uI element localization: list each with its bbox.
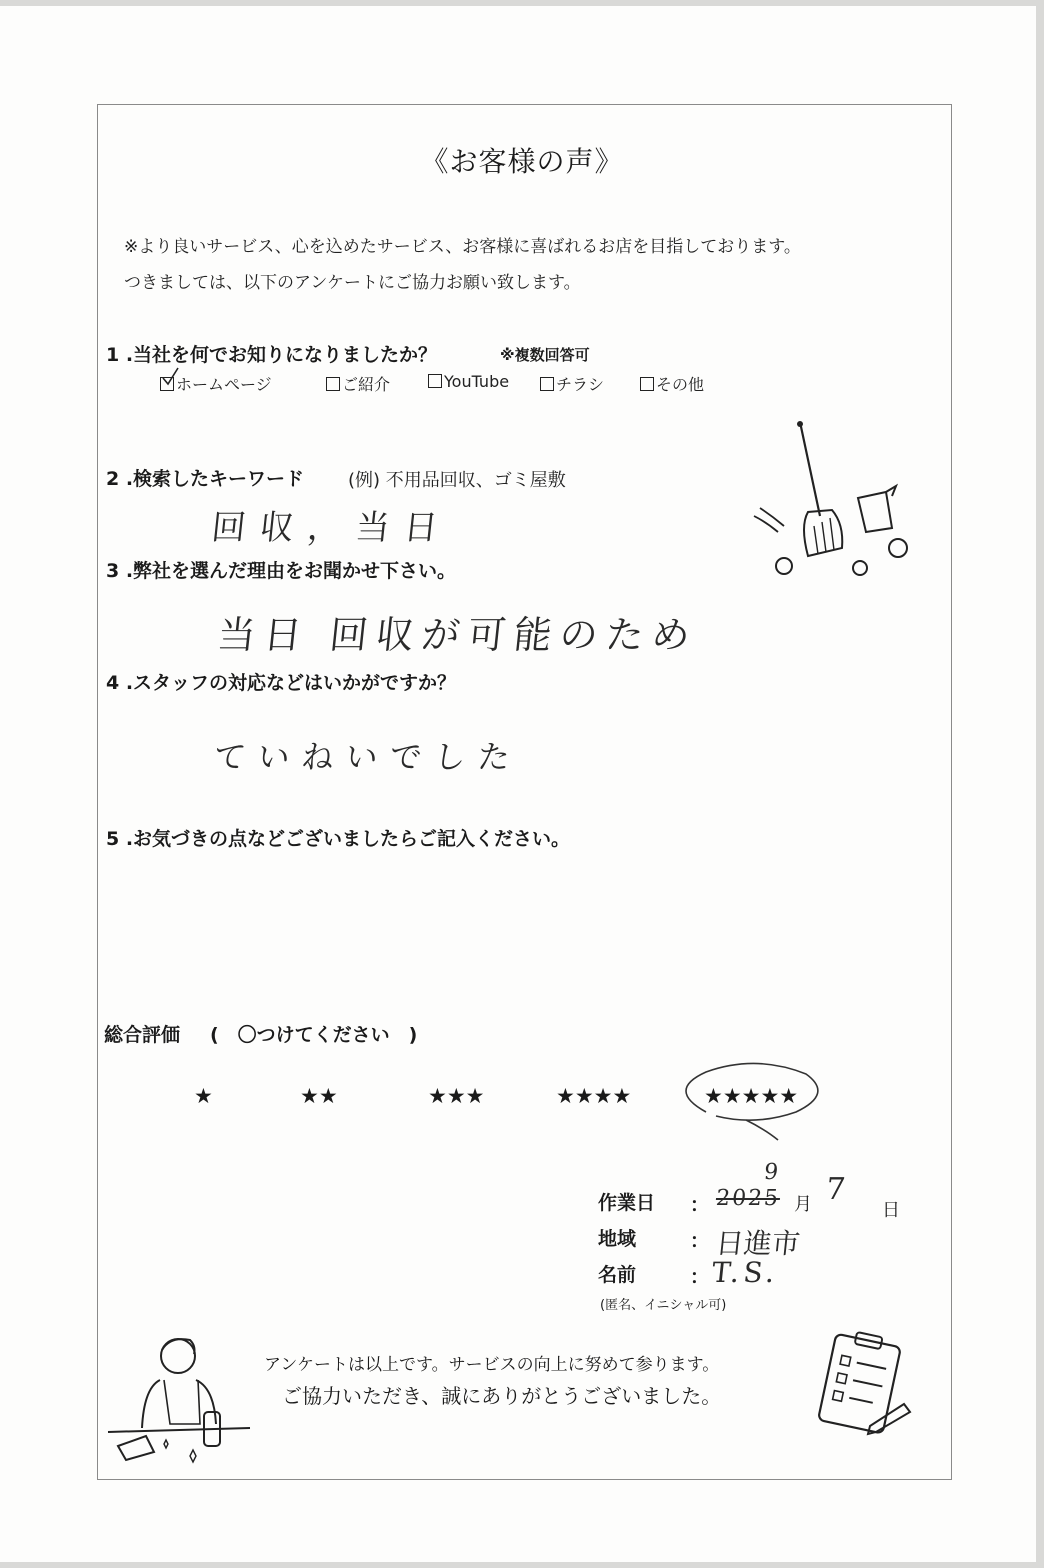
work-month-value[interactable]: 9 xyxy=(762,1160,786,1185)
month-label: 月 xyxy=(794,1194,812,1215)
rating-option-3[interactable]: ★★★ xyxy=(428,1084,485,1108)
multiple-answer-note: ※複数回答可 xyxy=(500,346,590,364)
checkbox[interactable] xyxy=(540,377,554,391)
form-title: 《お客様の声》 xyxy=(420,145,624,178)
name-value[interactable]: T.S. xyxy=(710,1256,781,1289)
check-mark-icon xyxy=(160,366,184,390)
footer-line-2: ご協力いただき、誠にありがとうございました。 xyxy=(282,1384,722,1408)
question-5-label: 5 .お気づきの点などございましたらご記入ください。 xyxy=(106,828,571,850)
broom-dustpan-icon xyxy=(740,416,920,586)
rating-instruction: ( 〇つけてください ) xyxy=(210,1024,418,1046)
intro-line-1: ※より良いサービス、心を込めたサービス、お客様に喜ばれるお店を目指しております。 xyxy=(124,237,801,257)
cleaning-person-icon xyxy=(104,1328,254,1468)
answer-2-handwriting[interactable]: 回収，当日 xyxy=(209,508,454,548)
anonymous-note: (匿名、イニシャル可) xyxy=(600,1298,727,1313)
area-label: 地域 xyxy=(598,1228,637,1250)
clipboard-checklist-icon xyxy=(806,1330,916,1442)
option-referral[interactable]: ご紹介 xyxy=(326,372,390,395)
work-day-value[interactable]: 7 xyxy=(824,1172,853,1207)
intro-line-2: つきましては、以下のアンケートにご協力お願い致します。 xyxy=(124,273,581,293)
question-3-label: 3 .弊社を選んだ理由をお聞かせ下さい。 xyxy=(106,560,457,582)
option-homepage[interactable]: ホームページ xyxy=(160,372,272,395)
option-flyer[interactable]: チラシ xyxy=(540,372,604,395)
work-year-struck[interactable]: 2025 xyxy=(714,1186,782,1211)
option-other[interactable]: その他 xyxy=(640,372,704,395)
question-4-label: 4 .スタッフの対応などはいかがですか？ xyxy=(106,672,457,694)
rating-option-1[interactable]: ★ xyxy=(194,1084,213,1108)
checkbox[interactable] xyxy=(640,377,654,391)
name-label: 名前 xyxy=(598,1264,637,1286)
checkbox[interactable] xyxy=(326,377,340,391)
rating-option-5[interactable]: ★★★★★ xyxy=(704,1084,799,1108)
checkbox[interactable] xyxy=(428,374,442,388)
area-value[interactable]: 日進市 xyxy=(714,1227,802,1260)
area-colon: ： xyxy=(690,1230,710,1252)
keyword-example: (例) 不用品回収、ゴミ屋敷 xyxy=(348,470,566,491)
rating-label: 総合評価 xyxy=(104,1024,181,1046)
day-label: 日 xyxy=(882,1200,900,1221)
form-border xyxy=(97,104,952,1480)
answer-3-handwriting[interactable]: 当日 回収が可能のため xyxy=(215,613,701,657)
name-colon: ： xyxy=(690,1266,710,1288)
work-date-label: 作業日 xyxy=(598,1192,656,1214)
question-1-label: 1 .当社を何でお知りになりましたか？ xyxy=(106,344,438,366)
rating-option-4[interactable]: ★★★★ xyxy=(556,1084,632,1108)
rating-option-2[interactable]: ★★ xyxy=(300,1084,338,1108)
option-youtube[interactable]: YouTube xyxy=(428,372,509,391)
footer-line-1: アンケートは以上です。サービスの向上に努めて参ります。 xyxy=(264,1355,720,1375)
answer-4-handwriting[interactable]: ていねいでした xyxy=(211,738,524,776)
question-2-label: 2 .検索したキーワード xyxy=(106,468,305,490)
selection-circle xyxy=(676,1060,826,1144)
work-date-colon: ： xyxy=(690,1194,710,1216)
